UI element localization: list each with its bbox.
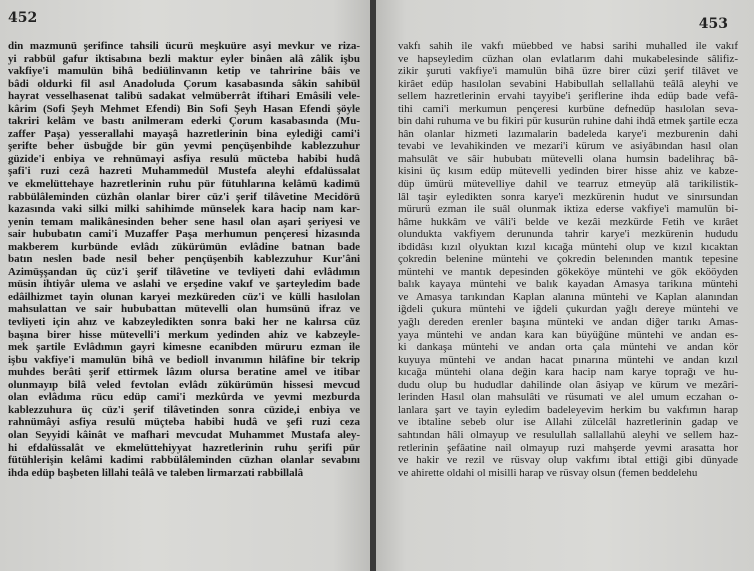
text-line: kisini üç kısım edüp mütevelli yedinden birer hisse ahiz ve kabze-	[398, 165, 738, 178]
text-line: yaya müntehi ve andan kara kan büyüğüne müntehi ve andan es-	[398, 328, 738, 341]
text-line: tevabi ve levahikinden ve mezari'i kürum ve asiyâbından hasıl olan	[398, 140, 738, 153]
text-line: ve ibtaline sebeb olur ise Allahi zülcelâl hazretlerinin gadap ve	[398, 416, 738, 429]
text-line: ve hapseyledim cüzhan olan evlatlarım dahi mukabelesinde sâlifiz-	[398, 52, 738, 65]
text-line: ve ahirette oldahi ol misilli harap ve rüsvay olsun (femen beddelehu	[398, 466, 698, 479]
text-line: olunmayıp bilâ veled fevtolan evlâdı zükürümün hissesi mevcud	[8, 378, 360, 391]
text-line: bâdi oldurki fil asıl Anadoluda Çorum kasabasında sâkin sahibül	[8, 77, 360, 90]
text-line: muhdes berâti şerif ettirmek lâzım olursa beratine amel ve itibar	[8, 366, 360, 379]
page-number: 453	[698, 16, 728, 32]
text-line: kârim (Sofi Şeyh Mehmet Efendi) Bin Sofi Şeyh Hasan Efendi şöyle	[8, 102, 360, 115]
text-line: ihda edüp başbeten lillahi teâlâ ve taleben lirmarzati rabbillalâ	[8, 466, 304, 479]
text-line: başına birer hisse mütevelli'i merkum yedinden ahiz ve kabzeyle-	[8, 328, 360, 341]
left-page	[0, 0, 370, 571]
text-line: vakfı sahih ile vakfı müebbed ve habsi sarihi muhalled ile vakıf	[398, 40, 738, 52]
text-line: şafi'i ruzi cezâ hazreti Muhammedül Mustefa aleyhi efdalüssalat	[8, 165, 360, 178]
text-line: batın neslen bade nesil beher pençüşenbih kablezzuhur Kur'âni	[8, 253, 360, 266]
text-line: tevliyeti için ahız ve kabzeyledikten sonra baki her ne kalırsa cüz	[8, 316, 360, 329]
text-line: takriri kelâm ve bastı anilmeram ederki Çorum kasabasında (Mu-	[8, 115, 360, 128]
text-line: olan evlâdıma rücu edüp cami'i mezkûrda ve yevmi mezburda	[8, 391, 360, 404]
text-line: tihi cami'i merkumun pençeresi kurbüne defnedüp hasılolan seva-	[398, 102, 738, 115]
right-page	[376, 0, 754, 571]
text-line: vakfiye'i mamulün bihâ bediülinvanın ketip ve tahririne bâis ve	[8, 65, 360, 78]
text-line: din mazmunü şerifince tahsili ücurü meşkuüre asyi mevkur ve riza-	[8, 40, 360, 52]
page-number: 452	[8, 10, 38, 26]
text-line: mahsulât ve sâir hububatı mütevelli olana humsin badelihraç bâ-	[398, 152, 738, 165]
text-line: lerinden Hasıl olan mahsulâti ve rüsumati ve alel umum eczahan o-	[398, 391, 738, 404]
text-line: olan Seyyidi kâinât ve mafhari mevcudat Muhammet Mustafa aley-	[8, 428, 360, 441]
text-line: hâme hukkâm ve vâli'i belde ve kezâi mezkürde Fetih ve kırâet	[398, 215, 738, 228]
text-line: rahnümâyi asfiya resulü müçteba habibi hudâ ve şefi ruzi ceza	[8, 416, 360, 429]
text-line: hi efdalüssalât ve ekmelüttehiyyat hazretlerinin ruhu şerifi pür	[8, 441, 360, 454]
text-line: lâl taşir eyledikten sonra karye'i mezkürenin hudut ve sinırsundan	[398, 190, 738, 203]
text-line: müntehi ve mantık depesinden gökeköye müntehi ve gök ekööyden	[398, 265, 738, 278]
text-line: balık kayaya müntehi ve balık kayadan Amasya tarikına müntehi	[398, 278, 738, 291]
text-line: kuyuya müntehi ve andan hacat pınarına müntehi ve andan kızıl	[398, 353, 738, 366]
text-line: çokredin belenine müntehi ve çokredin belenınden mantık tepesine	[398, 253, 738, 266]
text-line: düp ümürü mütevelliye dahil ve tearruz etmeyüp alâ tarikilistik-	[398, 178, 738, 191]
text-line: retlerinin şefâatine nail olmayup ruzi mahşerde yevmi arasatta hor	[398, 441, 738, 454]
text-line: Azimüşşandan üç cüz'i şerif tilâvetine ve tevliyeti dahi evlâdımın	[8, 265, 360, 278]
text-line: sahtından hâli olmayup ve resulullah sallallahü aleyhi ve sellem haz-	[398, 428, 738, 441]
text-line: mek şartile Evlâdımın gayri kimesne ecanibden müruru ezman ile	[8, 341, 360, 354]
text-line: lanlara şart ve tayin eyledim badeleyevim herkim bu vakfımın harap	[398, 403, 738, 416]
text-line: güzide'i enbiya ve rehnümayi asfiya resulü mücteba habibi hudâ	[8, 152, 360, 165]
text-line: hayrat vesselhasenat talibü sadakat velmüberrât iftihari Emâsili vele-	[8, 90, 360, 103]
text-line: fütühlerişin kelâmi kadimi rabbülâleminden cüzhan olanlar sevabını	[8, 454, 360, 467]
text-line: ve ekmelüttehaye hazretlerinin ruhu pür fütuhlarına kelâmü kadimü	[8, 178, 360, 191]
text-line: sair hububatın cami'i Muzaffer Paşa merhumun pençeresi hizasında	[8, 228, 360, 241]
text-line: şerifte beher üsbuğde bir gün yevmi pençüşenbihde kablezzuhur	[8, 140, 360, 153]
text-line: yağlı dereden erenler başına münteki ve andan diğer tarıkı Amas-	[398, 316, 738, 329]
text-line: makberem kurbünde evlâdı zükürümün evlâdine batnan bade	[8, 240, 360, 253]
text-line: edâilhizmet tayin olunan karyei mezküreden cüz'i ve külli hasılolan	[8, 290, 360, 303]
text-line: iğdeli çukura müntehi ve iğdeli çukurdan yağlı dereye müntehi ve	[398, 303, 738, 316]
text-line: kazasında vaki silki milki sahihimde münselek kara hacip nam kar-	[8, 203, 360, 216]
text-line: ki dankaşa müntehi ve andan orta çala müntehi ve andan kör	[398, 341, 738, 354]
text-line: yi rabbül gafur iktisabına bezli maktur eyler binâen alâ zâlik işbu	[8, 52, 360, 65]
text-line: mahsulattan ve sair hububattan mütevelli olan humsünü ifraz ve	[8, 303, 360, 316]
text-line: yenin temam malikânesinden beher sene hasıl olan aşari şeriyesi ve	[8, 215, 360, 228]
text-line: ibdidâsı kızıl olyuktan kızıl kıcağa müntehi olup ve kızıl kıcaktan	[398, 240, 738, 253]
text-line: kablezzuhura üç cüz'i şerif tilâvetinden sonra cüzide,i enbiya ve	[8, 403, 360, 416]
text-line: hân olanlar hizmeti lazımalarin badeleda karye'i mezburenin dahi	[398, 127, 738, 140]
text-line: zikir şuruti vakfiye'i mamulün bihâ üzre birer cüzi şerif tilâvet ve	[398, 65, 738, 78]
text-line: ve Amasya tarıkından Kaplan alanına müntehi ve Kaplan alanından	[398, 290, 738, 303]
text-line: sellem hazretlerinin ervahi tayyibe'i şeriflerine ihda edüp bade vefâ-	[398, 90, 738, 103]
text-line: bin dahi ruhuma ve bu fikiri pür kusurün ruhine dahi ihdâ etmek şartile ecza	[398, 115, 738, 128]
text-line: müsin ihtiyâr ulema ve aslahi ve erşedine vakıf ve şarteyledim bade	[8, 278, 360, 291]
text-line: işbu vakfiye'i mamulün bihâ ve bedioll invanımın hilâfine bir tekrip	[8, 353, 360, 366]
text-line: kıcağa müntehi olana değin kara hacip nam karye toprağı ve hu-	[398, 366, 738, 379]
text-line: zaffer Paşa) yesserallahi mayaşâ hazretlerinin bina eylediği cami'i	[8, 127, 360, 140]
text-line: dudu olup bu hududlar dahilinde olan âsiyap ve kürum ve mezâri-	[398, 378, 738, 391]
page-text	[398, 40, 738, 479]
text-line: rabbülâleminden cüzhân olanlar birer cüz'i şerif tilâvetine Mecidörü	[8, 190, 360, 203]
text-line: kirâet edüp hasılolan sevabini Habibullah sellallahü teâlâ aleyhi ve	[398, 77, 738, 90]
text-line: mürurü ezman ile suâl olunmak iktiza ederse vakfiye'i mamulün bi-	[398, 203, 738, 216]
page-text	[8, 40, 360, 479]
text-line: ve hakir ve rezil ve rüsvay olup vakfımı ibtal ettiği gibi dünyade	[398, 454, 738, 467]
text-line: olunduktа vakfiyem derununda tahrir karye'i mezkürenin hududu	[398, 228, 738, 241]
